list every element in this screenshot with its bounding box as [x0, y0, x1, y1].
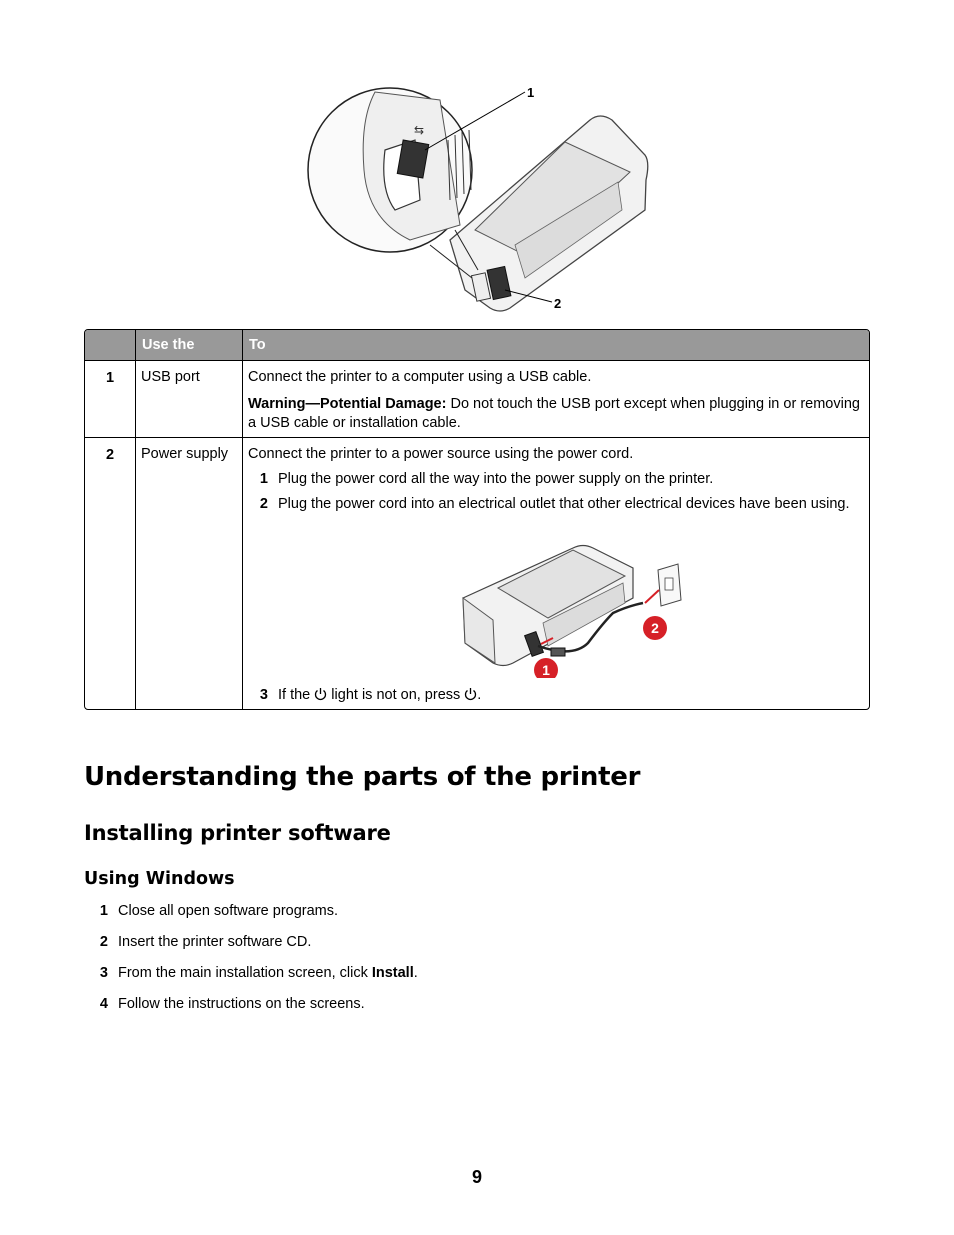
- warning-note: [248, 395, 864, 433]
- list-item: [84, 996, 418, 1027]
- part-name: USB port: [135, 360, 242, 437]
- table-header-row: [85, 330, 869, 360]
- callout-1: 1: [527, 85, 535, 100]
- power-cord-illustration: [453, 528, 703, 678]
- list-item: [248, 470, 864, 489]
- svg-text:⇆: ⇆: [414, 123, 425, 137]
- power-steps-list: [248, 470, 864, 514]
- printer-rear-illustration: [300, 80, 670, 320]
- row-number: 1: [85, 360, 135, 437]
- table-row: [85, 437, 869, 709]
- description-text: Connect the printer to a computer using a USB cable.: [248, 369, 592, 385]
- step-text: If the light is not on, press .: [278, 687, 482, 703]
- step-number: 3: [259, 687, 268, 703]
- part-description: [242, 437, 869, 709]
- page-title: Understanding the parts of the printer: [84, 762, 641, 792]
- power-icon: [314, 687, 327, 701]
- step-text: Plug the power cord into an electrical outlet that other electrical devices have been using.: [278, 496, 850, 512]
- warning-text: Do not touch the USB port except when plugging in or removing a USB cable or installation cable.: [248, 396, 860, 431]
- header-use-the: Use the: [135, 330, 242, 360]
- power-steps-list-cont: [248, 686, 864, 705]
- table-row: [85, 360, 869, 437]
- step-number: 2: [99, 934, 108, 950]
- step-text: Plug the power cord all the way into the power supply on the printer.: [278, 471, 714, 487]
- list-item: [84, 903, 418, 934]
- badge-1: 1: [542, 662, 550, 678]
- section-heading: Installing printer software: [84, 821, 391, 845]
- step-text: Insert the printer software CD.: [118, 934, 312, 950]
- power-icon: [464, 687, 477, 701]
- step-number: 4: [99, 996, 108, 1012]
- header-to: To: [242, 330, 869, 360]
- step-number: 1: [259, 471, 268, 487]
- list-item: [84, 934, 418, 965]
- list-item: [84, 965, 418, 996]
- step-text: Close all open software programs.: [118, 903, 339, 919]
- row-number: 2: [85, 437, 135, 709]
- header-blank: [85, 330, 135, 360]
- part-description: [242, 360, 869, 437]
- list-item: [248, 686, 864, 705]
- callout-2: 2: [554, 296, 562, 311]
- step-number: 2: [259, 496, 268, 512]
- warning-label: Warning—Potential Damage:: [248, 396, 447, 412]
- part-name: Power supply: [135, 437, 242, 709]
- badge-2: 2: [651, 620, 659, 636]
- printer-parts-table: [84, 329, 870, 710]
- step-text: From the main installation screen, click Install.: [118, 965, 418, 981]
- step-text: Follow the instructions on the screens.: [118, 996, 365, 1012]
- page-number: 9: [471, 1167, 482, 1187]
- step-number: 1: [99, 903, 108, 919]
- description-text: Connect the printer to a power source using the power cord.: [248, 446, 634, 462]
- subsection-heading: Using Windows: [84, 869, 235, 889]
- step-number: 3: [99, 965, 108, 981]
- install-steps-list: [84, 903, 418, 1027]
- install-label: Install: [371, 965, 414, 981]
- list-item: [248, 495, 864, 514]
